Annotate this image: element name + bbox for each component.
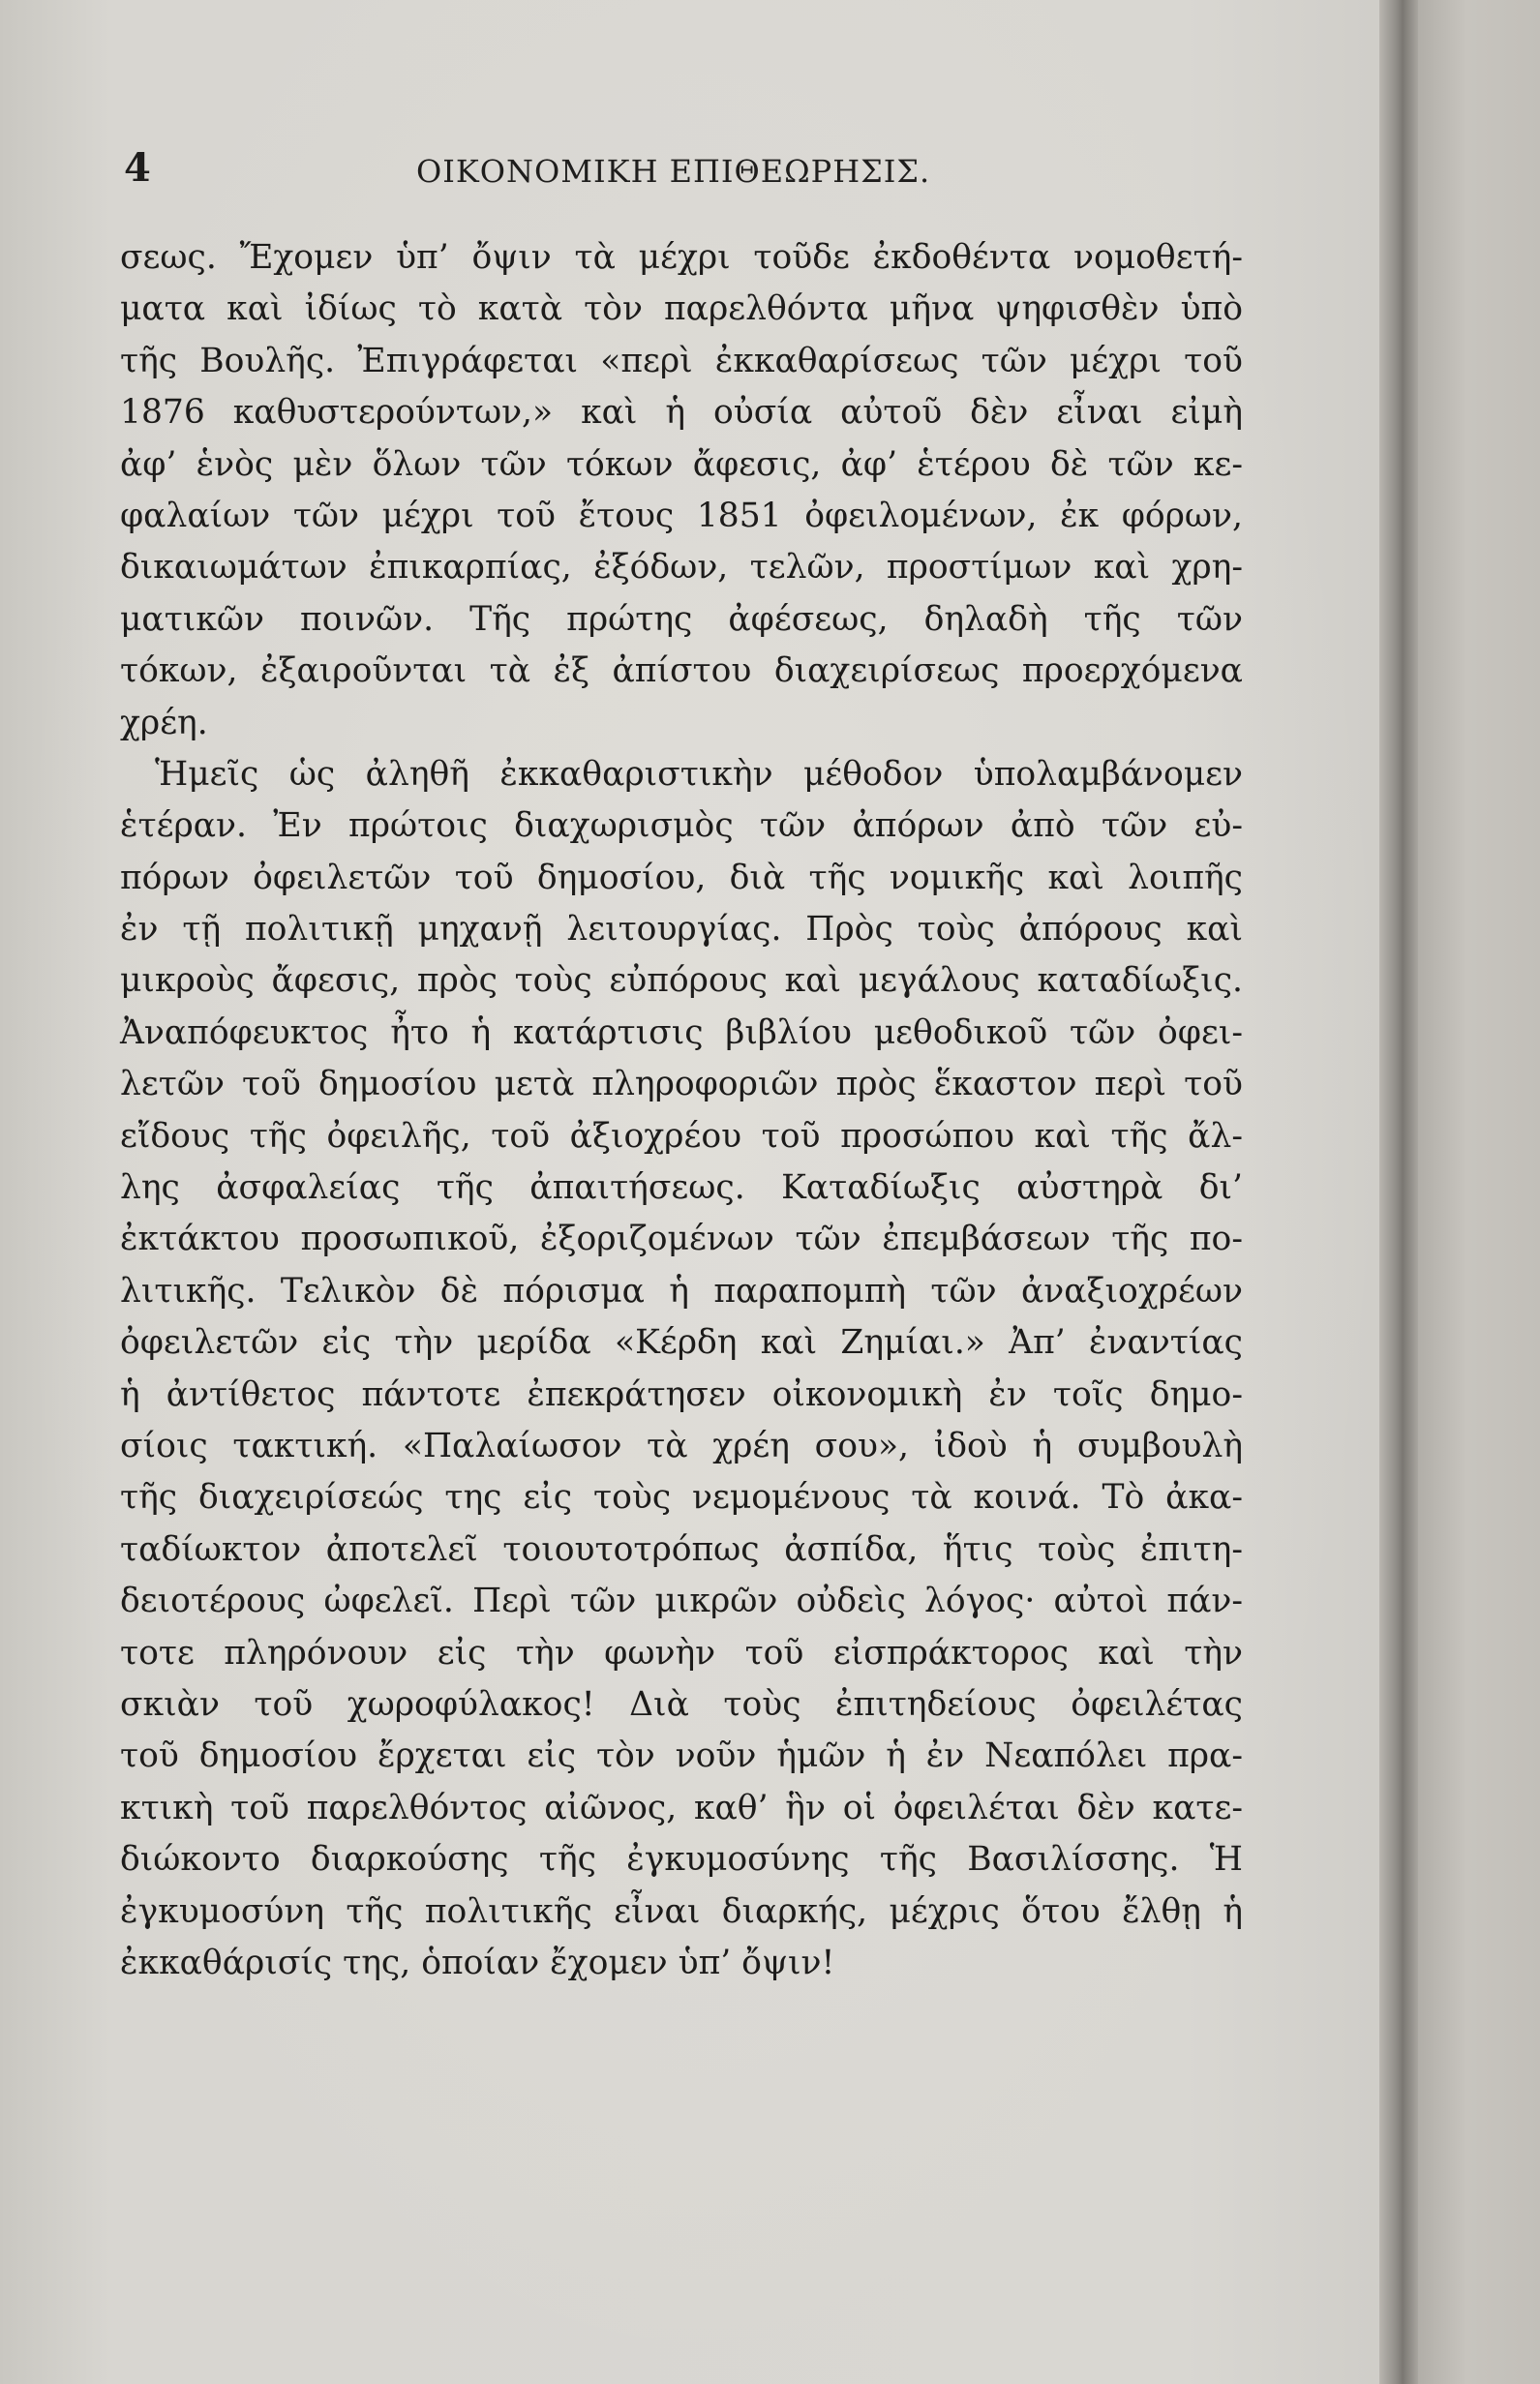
text-line: τοῦ δημοσίου ἔρχεται εἰς τὸν νοῦν ἡμῶν ἡ ἐν Νεαπόλει πρα- — [120, 1736, 1243, 1776]
text-line: ἐκκαθάρισίς της, ὁποίαν ἔχομεν ὑπ’ ὄψιν! — [120, 1943, 835, 1982]
text-line: διώκοντο διαρκούσης τῆς ἐγκυμοσύνης τῆς Βασιλίσσης. Ἡ — [120, 1840, 1243, 1880]
text-line: δικαιωμάτων ἐπικαρπίας, ἐξόδων, τελῶν, προστίμων καὶ χρη- — [120, 548, 1243, 588]
text-line: τόκων, ἐξαιροῦνται τὰ ἐξ ἀπίστου διαχειρίσεως προερχόμενα — [120, 651, 1243, 691]
paragraph — [120, 232, 1243, 749]
text-line: ἡ ἀντίθετος πάντοτε ἐπεκράτησεν οἰκονομικὴ ἐν τοῖς δημο- — [120, 1374, 1243, 1414]
text-line: ταδίωκτον ἀποτελεῖ τοιουτοτρόπως ἀσπίδα, ἥτις τοὺς ἐπιτη- — [120, 1529, 1243, 1569]
text-line: σεως. Ἔχομεν ὑπ’ ὄψιν τὰ μέχρι τοῦδε ἐκδοθέντα νομοθετή- — [120, 238, 1243, 277]
page-header — [124, 145, 1237, 213]
text-line: λης ἀσφαλείας τῆς ἀπαιτήσεως. Καταδίωξις αὐστηρὰ δι’ — [120, 1168, 1243, 1208]
text-line: ἐκτάκτου προσωπικοῦ, ἐξοριζομένων τῶν ἐπεμβάσεων τῆς πο- — [120, 1220, 1243, 1259]
paragraph — [120, 749, 1243, 1989]
text-line: λιτικῆς. Τελικὸν δὲ πόρισμα ἡ παραπομπὴ τῶν ἀναξιοχρέων — [120, 1271, 1243, 1311]
text-line: τῆς διαχειρίσεώς της εἰς τοὺς νεμομένους τὰ κοινά. Τὸ ἀκα- — [120, 1478, 1243, 1518]
text-line: ἀφ’ ἑνὸς μὲν ὅλων τῶν τόκων ἄφεσις, ἀφ’ ἑτέρου δὲ τῶν κε- — [120, 444, 1243, 484]
text-line: εἴδους τῆς ὀφειλῆς, τοῦ ἀξιοχρέου τοῦ προσώπου καὶ τῆς ἄλ- — [120, 1116, 1243, 1156]
page-number: 4 — [124, 145, 151, 191]
text-line: Ἀναπόφευκτος ἦτο ἡ κατάρτισις βιβλίου μεθοδικοῦ τῶν ὀφει- — [120, 1012, 1243, 1052]
running-title: ΟΙΚΟΝΟΜΙΚΗ ΕΠΙΘΕΩΡΗΣΙΣ. — [416, 153, 931, 190]
book-gutter-shadow — [1379, 0, 1418, 2384]
text-line: ματικῶν ποινῶν. Τῆς πρώτης ἀφέσεως, δηλαδὴ τῆς τῶν — [120, 599, 1243, 639]
text-line: φαλαίων τῶν μέχρι τοῦ ἔτους 1851 ὀφειλομένων, ἐκ φόρων, — [120, 496, 1243, 535]
text-line: μικροὺς ἄφεσις, πρὸς τοὺς εὐπόρους καὶ μεγάλους καταδίωξις. — [120, 961, 1243, 1001]
text-line: κτικὴ τοῦ παρελθόντος αἰῶνος, καθ’ ἣν οἱ ὀφειλέται δὲν κατε- — [120, 1788, 1243, 1827]
text-line: πόρων ὀφειλετῶν τοῦ δημοσίου, διὰ τῆς νομικῆς καὶ λοιπῆς — [120, 858, 1243, 897]
text-line: τοτε πληρόνουν εἰς τὴν φωνὴν τοῦ εἰσπράκτορος καὶ τὴν — [120, 1633, 1243, 1673]
text-line: τῆς Βουλῆς. Ἐπιγράφεται «περὶ ἐκκαθαρίσεως τῶν μέχρι τοῦ — [120, 341, 1243, 380]
body-text — [120, 232, 1243, 1989]
text-line: χρέη. — [120, 703, 208, 742]
text-line: δειοτέρους ὠφελεῖ. Περὶ τῶν μικρῶν οὐδεὶς λόγος· αὐτοὶ πάν- — [120, 1582, 1243, 1621]
text-line: ματα καὶ ἰδίως τὸ κατὰ τὸν παρελθόντα μῆνα ψηφισθὲν ὑπὸ — [120, 289, 1243, 329]
facing-page-edge — [1418, 0, 1540, 2384]
text-line: λετῶν τοῦ δημοσίου μετὰ πληροφοριῶν πρὸς ἕκαστον περὶ τοῦ — [120, 1065, 1243, 1104]
text-line: σκιὰν τοῦ χωροφύλακος! Διὰ τοὺς ἐπιτηδείους ὀφειλέτας — [120, 1684, 1243, 1724]
text-line: ἐγκυμοσύνη τῆς πολιτικῆς εἶναι διαρκής, μέχρις ὅτου ἔλθῃ ἡ — [120, 1891, 1243, 1931]
text-line: ἑτέραν. Ἐν πρώτοις διαχωρισμὸς τῶν ἀπόρων ἀπὸ τῶν εὐ- — [120, 806, 1243, 846]
text-line: σίοις τακτική. «Παλαίωσον τὰ χρέη σου», ἰδοὺ ἡ συμβουλὴ — [120, 1426, 1243, 1465]
text-line: Ἡμεῖς ὡς ἀληθῆ ἐκκαθαριστικὴν μέθοδον ὑπολαμβάνομεν — [155, 754, 1243, 794]
text-line: 1876 καθυστερούντων,» καὶ ἡ οὐσία αὐτοῦ δὲν εἶναι εἰμὴ — [120, 393, 1243, 433]
text-line: ἐν τῇ πολιτικῇ μηχανῇ λειτουργίας. Πρὸς τοὺς ἀπόρους καὶ — [120, 910, 1243, 950]
text-line: ὀφειλετῶν εἰς τὴν μερίδα «Κέρδη καὶ Ζημίαι.» Ἀπ’ ἐναντίας — [120, 1323, 1243, 1363]
